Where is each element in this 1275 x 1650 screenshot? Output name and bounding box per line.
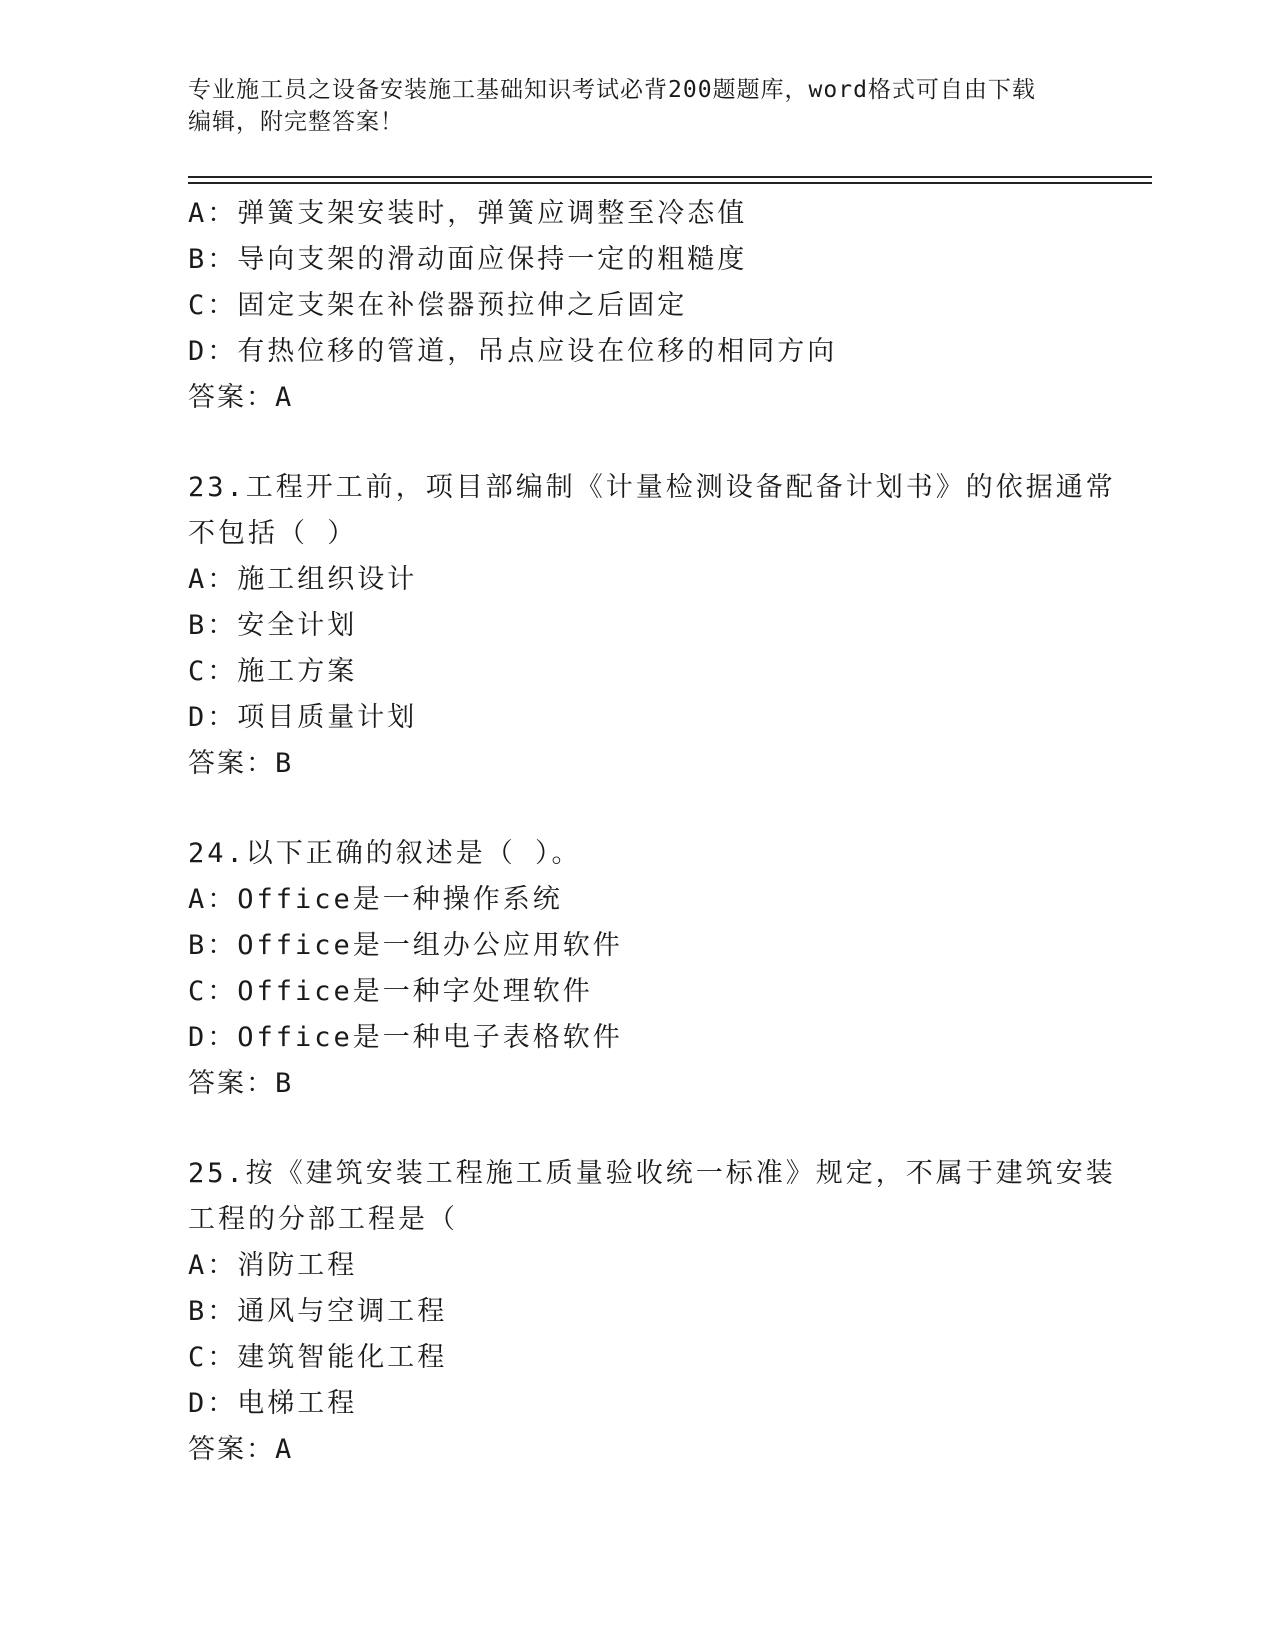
question-24 <box>188 831 1088 1107</box>
document-header <box>188 74 1088 138</box>
option-c: C：固定支架在补偿器预拉伸之后固定 <box>188 290 688 321</box>
question-23 <box>188 465 1116 787</box>
question-stem: 23.工程开工前，项目部编制《计量检测设备配备计划书》的依据通常 <box>188 472 1116 503</box>
header-title-line-1: 专业施工员之设备安装施工基础知识考试必背200题题库，word格式可自由下载 <box>188 77 1036 103</box>
header-divider-top <box>188 176 1152 178</box>
option-d: D：电梯工程 <box>188 1388 358 1419</box>
option-b: B：导向支架的滑动面应保持一定的粗糙度 <box>188 244 748 275</box>
option-b: B：Office是一组办公应用软件 <box>188 930 623 961</box>
question-25 <box>188 1151 1116 1473</box>
answer: 答案：B <box>188 1068 294 1099</box>
option-a: A：消防工程 <box>188 1250 358 1281</box>
answer: 答案：A <box>188 382 294 413</box>
option-c: C：施工方案 <box>188 656 358 687</box>
answer: 答案：A <box>188 1434 294 1465</box>
answer: 答案：B <box>188 748 294 779</box>
option-a: A：弹簧支架安装时，弹簧应调整至冷态值 <box>188 198 748 229</box>
option-a: A：Office是一种操作系统 <box>188 884 563 915</box>
option-b: B：安全计划 <box>188 610 358 641</box>
question-stem: 25.按《建筑安装工程施工质量验收统一标准》规定，不属于建筑安装 <box>188 1158 1116 1189</box>
question-stem-continued: 不包括（ ） <box>188 518 358 549</box>
question-stem-continued: 工程的分部工程是（ <box>188 1204 458 1235</box>
option-a: A：施工组织设计 <box>188 564 418 595</box>
option-d: D：Office是一种电子表格软件 <box>188 1022 623 1053</box>
question-stem: 24.以下正确的叙述是（ ）。 <box>188 838 582 869</box>
header-divider-bottom <box>188 182 1152 184</box>
question-22 <box>188 191 1088 421</box>
option-c: C：建筑智能化工程 <box>188 1342 448 1373</box>
option-b: B：通风与空调工程 <box>188 1296 448 1327</box>
option-d: D：项目质量计划 <box>188 702 418 733</box>
question-list <box>188 191 1116 1473</box>
option-d: D：有热位移的管道，吊点应设在位移的相同方向 <box>188 336 838 367</box>
header-title-line-2: 编辑，附完整答案！ <box>188 109 404 135</box>
option-c: C：Office是一种字处理软件 <box>188 976 593 1007</box>
